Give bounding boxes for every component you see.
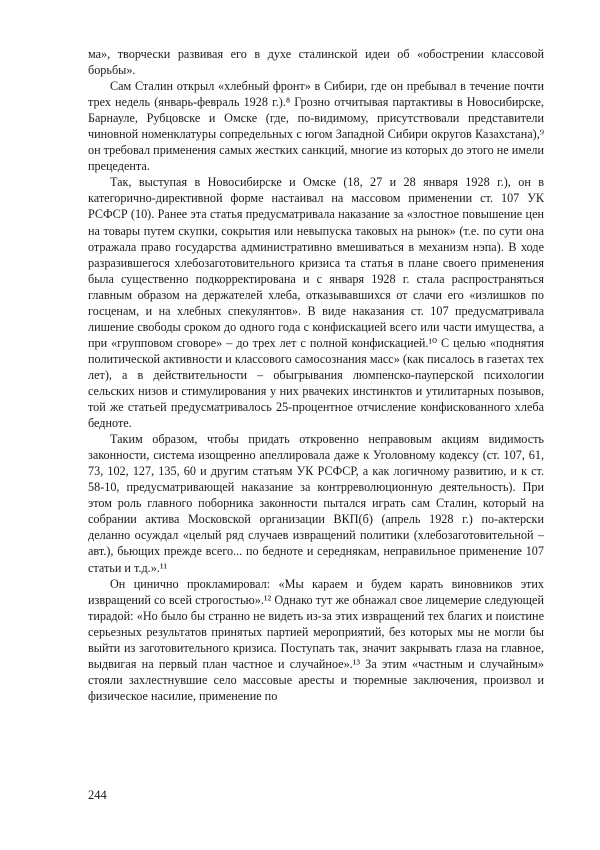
paragraph-2: Сам Сталин открыл «хлебный фронт» в Сибири, где он пребывал в течение почти трех недель (январь-февраль 1928 г.).⁸ Грозно отчитывая партактивы в Новосибирске, Барнауле, Рубцовске и Омске (где, по-видимому, присутствовали представители чиновной номенклатуры сопредельных с югом Западной Сибири округов Казахстана),⁹ он требовал применения самых жестких санкций, многие из которых до этого не имели прецедента.	[88, 79, 544, 174]
body-text	[88, 46, 544, 704]
paragraph-3: Так, выступая в Новосибирске и Омске (18, 27 и 28 января 1928 г.), он в категорично-директивной форме настаивал на массовом применении ст. 107 УК РСФСР (10). Ранее эта статья предусматривала наказание за «злостное повышение цен на товары путем скупки, сокрытия или невыпуска таковых на рынок» (т.е. по сути она отражала право государства административно вмешиваться в механизм нэпа). В ходе разразившегося хлебозаготовительного кризиса та статья в плане своего применения была существенно подкорректирована и с января 1928 г. стала распространяться главным образом на держателей хлеба, отказывавшихся от слачи его «излишков по госценам, и на хлебных спекулянтов». В виде наказания ст. 107 предусматривала лишение свободы сроком до одного года с конфискацией всего или части имущества, а при «групповом сговоре» – до трех лет с полной конфискацией.¹⁰ С целью «поднятия политической активности и классового самосознания масс» (как писалось в газетах тех лет), а в действительности – обыгрывания люмпенско-пауперской психологии сельских низов и стимулирования у них рвачеких инстинктов и утилитарных позывов, той же статьей предусматривалось 25-процентное отчисление конфискованного хлеба бедноте.	[88, 175, 544, 431]
page-number: 244	[88, 788, 107, 802]
paragraph-5: Он цинично прокламировал: «Мы караем и будем карать виновников этих извращений со всей строгостью».¹² Однако тут же обнажал свое лицемерие следующей тирадой: «Но было бы странно не видеть из-за этих извращений тех благих и поистине серьезных результатов принятых партией мероприятий, без которых мы не могли бы выйти из заготовительного кризиса. Поступать так, значит закрывать глаза на главное, выдвигая на первый план частное и случайное».¹³ За этим «частным и случайным» стояли захлестнувшие село массовые аресты и тюремные заключения, произвол и физическое насилие, применение по	[88, 576, 544, 703]
paragraph-4: Таким образом, чтобы придать откровенно неправовым акциям видимость законности, система изощренно апеллировала даже к Уголовному кодексу (ст. 107, 61, 73, 102, 127, 135, 60 и другим статьям УК РСФСР, а как логичному развитию, и к ст. 58-10, предусматривающей наказание за контрреволюционную деятельность). При этом роль главного поборника законности пытался играть сам Сталин, который на собрании актива Московской организации ВКП(б) (апрель 1928 г.) по-актерски деланно осуждал «целый ряд случаев извращений политики (хлебозаготовительной – авт.), бьющих прежде всего... по бедноте и середнякам, неправильное применение 107 статьи и т.д.».¹¹	[88, 432, 544, 575]
paragraph-1: ма», творчески развивая его в духе сталинской идеи об «обострении классовой борьбы».	[88, 47, 544, 78]
